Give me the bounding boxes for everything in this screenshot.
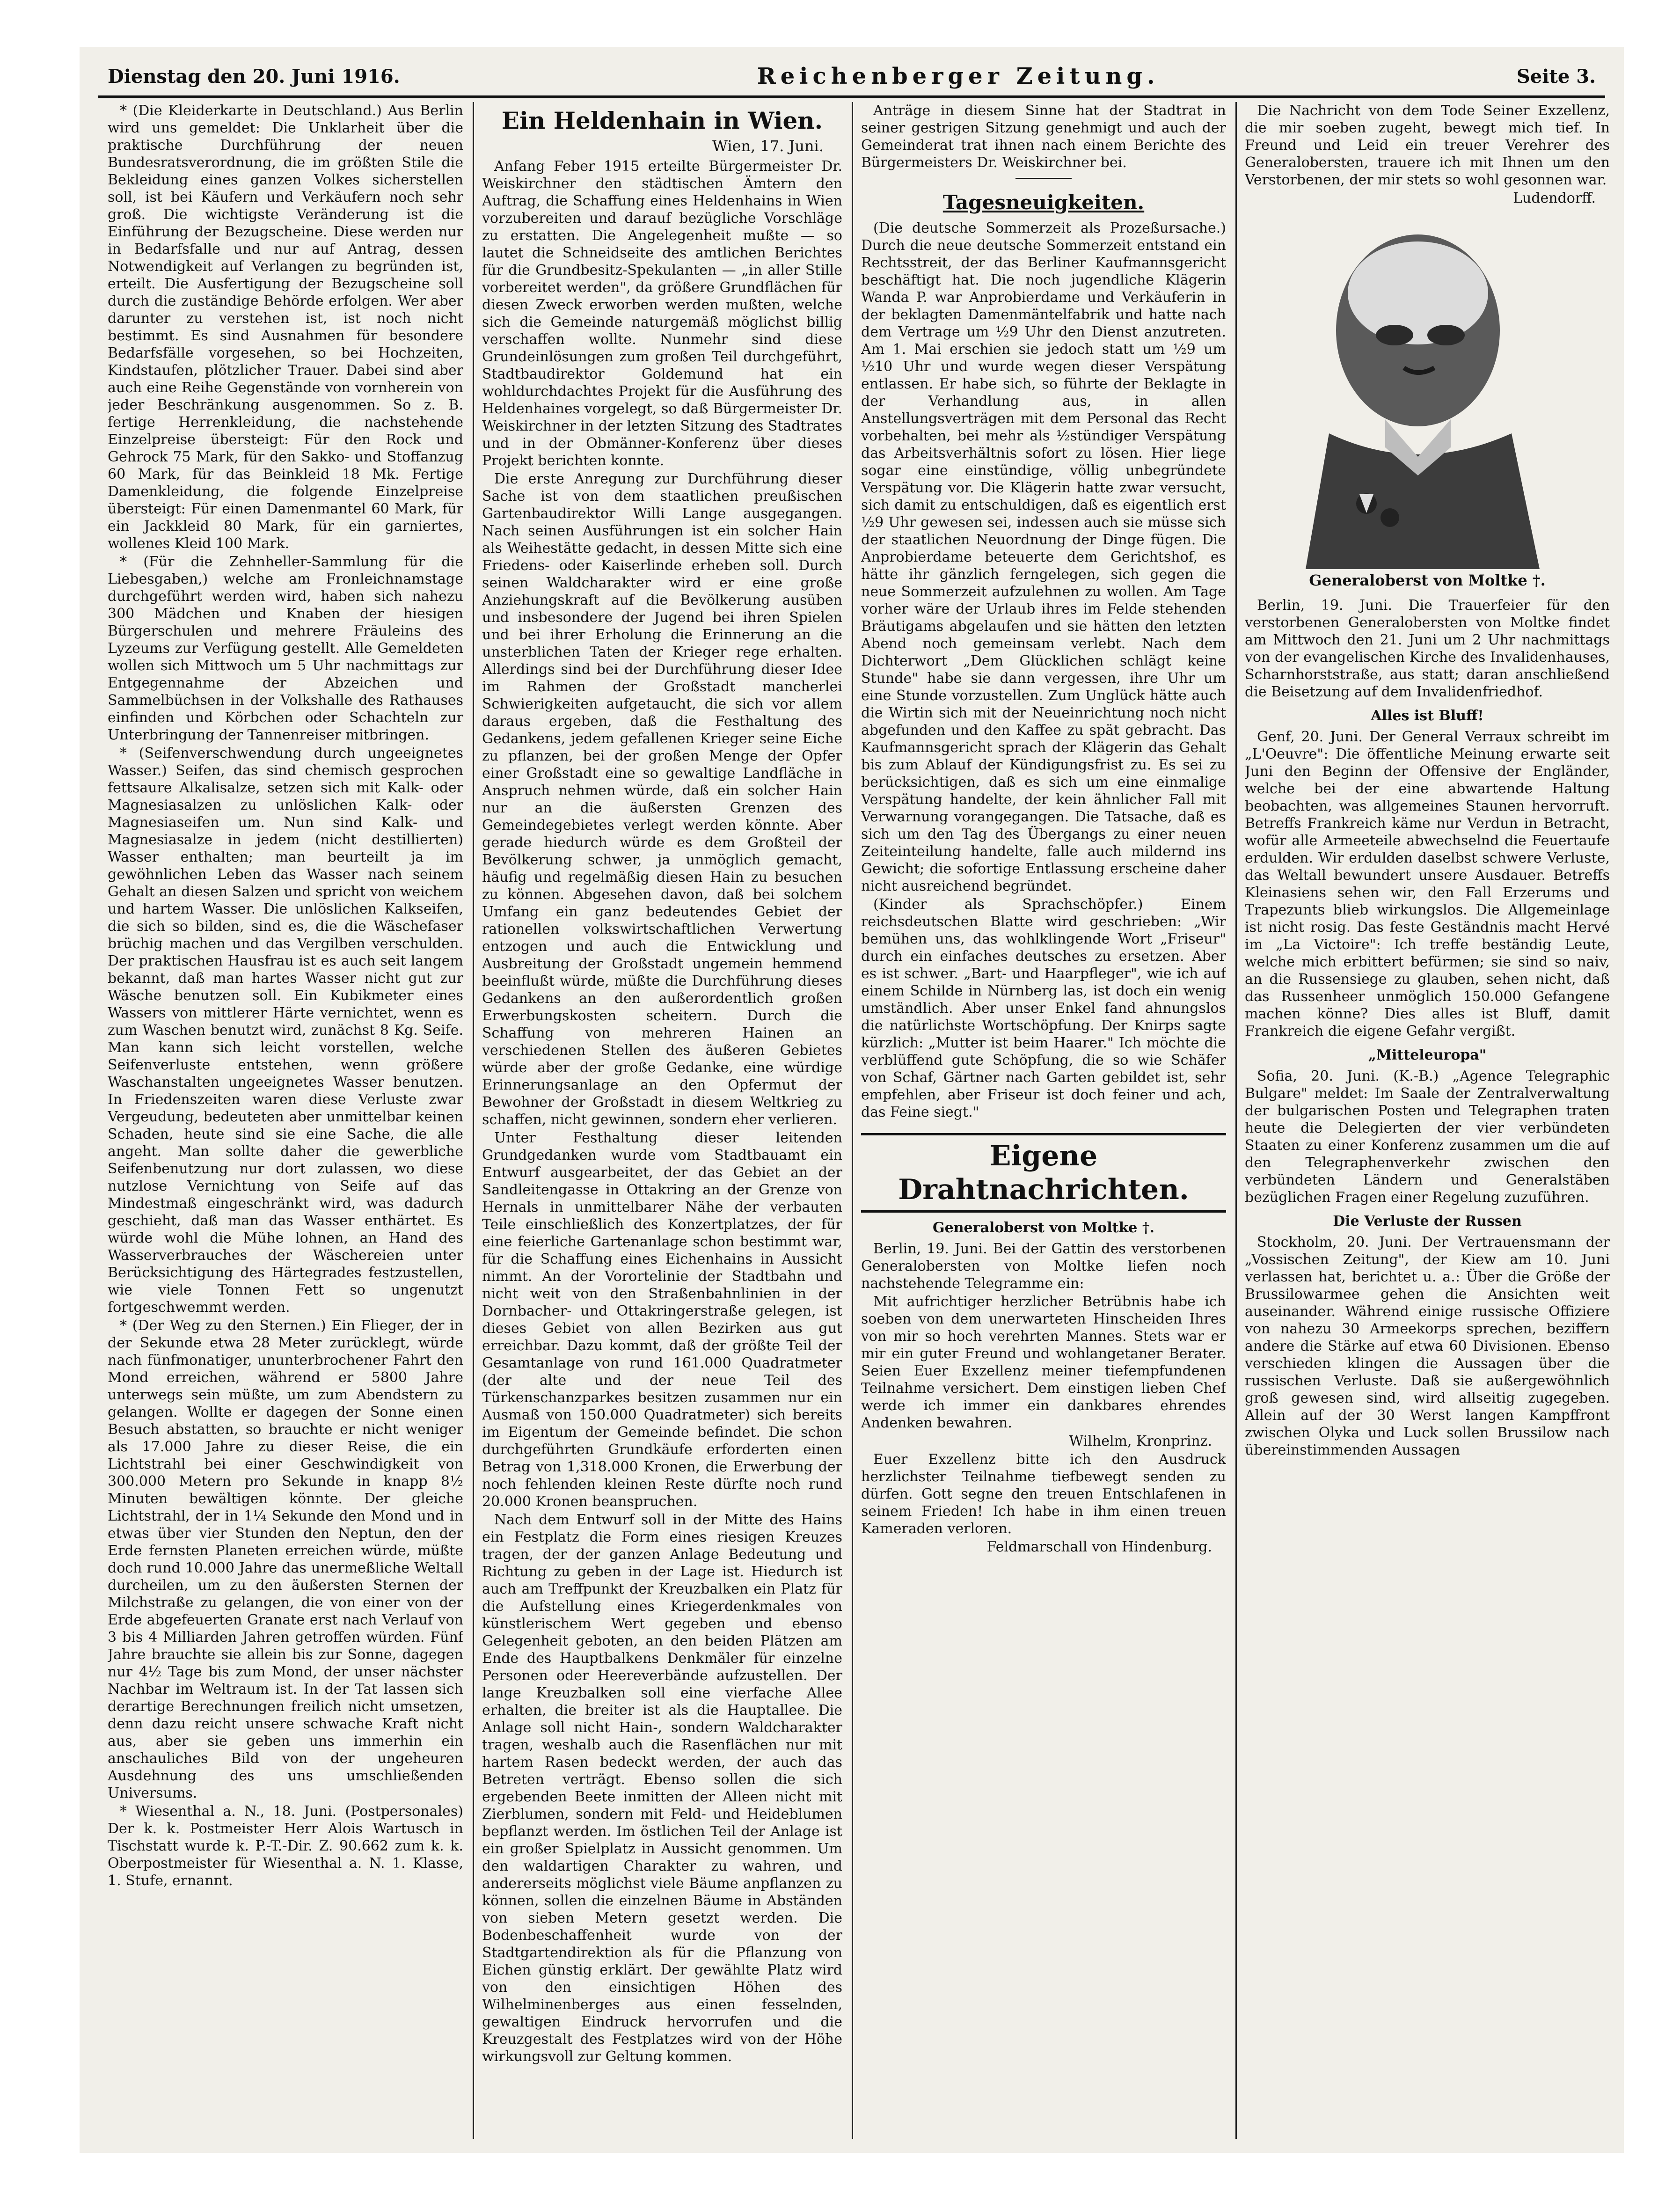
subheading-bluff: Alles ist Bluff! xyxy=(1371,708,1484,724)
news-item-sterne: * (Der Weg zu den Sternen.) Ein Flieger, der in der Sekunde etwa 28 Meter zurücklegt, würde nach fünfmonatiger, ununterbrochener Fahrt den Mond erreichen, während er 5800 Jahre unterwegs sein müßte, um zum Abendstern zu gelangen. Wollte er dagegen der Sonne einen Besuch abstatten, so brauchte er nicht weniger als 17.000 Jahre zu dieser Reise, die ein Lichtstrahl bei einer Geschwindigkeit von 300.000 Metern pro Sekunde in knapp 8½ Minuten bewältigen könnte. Der gleiche Lichtstrahl, der in 1¼ Sekunde den Mond und in etwas über vier Stunden den Neptun, den der Erde fernsten Planeten erreichen würde, müßte doch rund 10.000 Jahre das unermeßliche Weltall durcheilen, um zu den äußersten Sternen der Milchstraße zu gelangen, die von einer von der Erde abgefeuerten Granate erst nach Verlauf von 3 bis 4 Milliarden Jahren getroffen würden. Fünf Jahre brauchte sie allein bis zur Sonne, dagegen nur 4½ Tage bis zum Mond, der unser nächster Nachbar im Weltraum ist. In der Tat lassen sich derartige Berechnungen freilich nicht umsetzen, denn dazu reicht unsere schwache Kraft nicht aus, aber sie geben uns immerhin ein anschauliches Bild von der ungeheuren Ausdehnung des uns umschließenden Universums. xyxy=(108,1317,463,1801)
column-2 xyxy=(482,102,842,2143)
news-item-sofia: Sofia, 20. Juni. (K.-B.) „Agence Telegraphic Bulgare" meldet: Im Saale der Zentralverwaltung der bulgarischen Posten und Telegraphen traten heute die Delegierten der vier verbündeten Staaten zu einer Konferenz zusammen um die auf den Telegraphenverkehr zwischen den verbündeten Ländern und Generalstäben bezüglichen Fragen einer Regelung zuzuführen. xyxy=(1245,1068,1610,1206)
article-paragraph: Anfang Feber 1915 erteilte Bürgermeister Dr. Weiskirchner den städtischen Ämtern den Auftrag, die Schaffung eines Heldenhains in Wien vorzubereiten und darauf bezügliche Vorschläge zu erstatten. Die Angelegenheit mußte — so lautet die Schneidseite des amtlichen Berichtes für die Grundbesitz-Spekulanten — „in aller Stille vorbereitet werden", da größere Grundflächen für diesen Zweck erworben werden mußten, welche sich die Gemeinde naturgemäß möglichst billig verschaffen wollte. Nunmehr sind diese Grundeinlösungen zum großen Teil durchgeführt, Stadtbaudirektor Goldemund hat ein wohldurchdachtes Projekt für die Ausführung des Heldenhaines vorgelegt, so daß Bürgermeister Dr. Weiskirchner in der letzten Sitzung des Stadtrates und in der Obmänner-Konferenz über dieses Projekt berichten konnte. xyxy=(482,158,842,469)
signature-ludendorff: Ludendorff. xyxy=(1513,190,1596,206)
news-item-trauerfeier: Berlin, 19. Juni. Die Trauerfeier für den verstorbenen Generalobersten von Moltke findet am Mittwoch den 21. Juni um 2 Uhr nachmittags von der evangelischen Kirche des Invalidenhauses, Scharnhorststraße, aus statt; daran anschließend die Beisetzung auf dem Invalidenfriedhof. xyxy=(1245,597,1610,700)
article-paragraph: Anträge in diesem Sinne hat der Stadtrat in seiner gestrigen Sitzung genehmigt und auch der Gemeinderat trat ihnen nach einem Berichte des Bürgermeisters Dr. Weiskirchner bei. xyxy=(861,102,1226,171)
telegram-paragraph: Berlin, 19. Juni. Bei der Gattin des verstorbenen Generalobersten von Moltke liefen noch nachstehende Telegramme ein: xyxy=(861,1241,1226,1292)
news-item-zehnheller: * (Für die Zehnheller-Sammlung für die Liebesgaben,) welche am Fronleichnamstage durchgeführt werden wird, haben sich nahezu 300 Mädchen und Knaben der hiesigen Bürgerschulen und mehrere Fräuleins des Lyzeums zur Verfügung gestellt. Alle Gemeldeten wollen sich Mittwoch um 5 Uhr nachmittags zur Entgegennahme der Abzeichen und Sammelbüchsen in der Volkshalle des Rathauses einfinden und Körbchen oder Schachteln zur Unterbringung der Tannenreiser mitbringen. xyxy=(108,554,463,743)
page-header xyxy=(108,60,1596,93)
subheading-verluste: Die Verluste der Russen xyxy=(1333,1213,1522,1229)
header-rule xyxy=(98,95,1605,98)
news-item-stockholm: Stockholm, 20. Juni. Der Vertrauensmann der „Vossischen Zeitung", der Kiew am 10. Juni verlassen hat, berichtet u. a.: Über die Größe der Brussilowarmee gehen die Ansichten weit auseinander. Während einige russische Offiziere von nahezu 30 Armeekorps sprechen, beziffern andere die Stärke auf etwa 60 Divisionen. Ebenso verschieden klingen die Aussagen über die russischen Verluste. Daß sie außergewöhnlich groß gewesen sind, wird allseitig zugegeben. Allein auf der 30 Werst langen Kampffront zwischen Olyka und Luck sollen Brussilow nach übereinstimmenden Aussagen xyxy=(1245,1234,1610,1458)
article-paragraph: Die erste Anregung zur Durchführung dieser Sache ist von dem staatlichen preußischen Gartenbaudirektor Willi Lange ausgegangen. Nach seinen Ausführungen ist ein solcher Hain als Weihestätte gedacht, in dessen Mitte sich eine Friedens- oder Kaiserlinde erheben soll. Durch seinen Waldcharakter wird er eine große Anziehungskraft auf die Bevölkerung ausüben und insbesondere der Jugend bei ihren Spielen und bei ihrer Erholung die Erinnerung an die unsterblichen Taten der Krieger rege erhalten. Allerdings sind bei der Durchführung dieser Idee im Rahmen der Großstadt mancherlei Schwierigkeiten aufgetaucht, die sich vor allem daraus ergeben, daß die Festhaltung des Gedankens, jedem gefallenen Krieger seine Eiche zu pflanzen, bei der großen Menge der Opfer einer Großstadt eine so gewaltige Landfläche in Anspruch nehmen würde, daß ein solcher Hain nur an die äußersten Grenzen des Gemeindegebietes verlegt werden könnte. Aber gerade hiedurch würde es dem Großteil der Bevölkerung schwer, ja unmöglich gemacht, häufig und regelmäßig diesen Hain zu besuchen zu können. Abgesehen davon, daß bei solchem Umfang ein ganz bedeutendes Gebiet der rationellen volkswirtschaftlichen Verwertung entzogen und auch die Entwicklung und Ausbreitung der Großstadt ungemein hemmend beeinflußt würde, müßte die Durchführung dieses Gedankens an den außerordentlich großen Erwerbungskosten scheitern. Durch die Schaffung von mehreren Hainen an verschiedenen Stellen des äußeren Gebietes würde aber der große Gedanke, eine würdige Erinnerungsanlage an den Opfermut der Bewohner der Großstadt in diesem Weltkrieg zu schaffen, nicht gewinnen, sondern eher verlieren. xyxy=(482,471,842,1128)
divider xyxy=(1015,178,1072,179)
newspaper-page xyxy=(80,47,1624,2153)
news-item-sommerzeit: (Die deutsche Sommerzeit als Prozeßursache.) Durch die neue deutsche Sommerzeit entstand ein Rechtsstreit, der das Berliner Kaufmannsgericht beschäftigt hat. Die noch jugendliche Klägerin Wanda P. war Anprobierdame und Verkäuferin in der beklagten Damenmäntelfabrik und hatte nach dem Vertrage um ½9 Uhr den Dienst anzutreten. Am 1. Mai erschien sie jedoch statt um ½9 um ½10 Uhr und wurde wegen dieser Verspätung entlassen. Er habe sich, so führte der Beklagte in der Verhandlung aus, in allen Anstellungsverträgen mit dem Personal das Recht vorbehalten, bei mehr als ½stündiger Verspätung das Arbeitsverhältnis sofort zu lösen. Hier liege sogar eine einstündige, völlig unbegründete Verspätung vor. Die Klägerin hatte zwar versucht, sich damit zu entschuldigen, daß es eigentlich erst ½9 Uhr gewesen sei, indessen auch sie müsse sich der staatlichen Neuordnung der Dinge fügen. Die Anprobierdame beteuerte dem Gerichtshof, es hätte ihr gänzlich ferngelegen, sich gegen die neue Sommerzeit aufzulehnen zu wollen. Am Tage vorher wäre der Urlaub ihres im Felde stehenden Bräutigams abgelaufen und sie hätten den letzten Abend noch gemeinsam verlebt. Nach dem Dichterwort „Dem Glücklichen schlägt keine Stunde" habe sie dann vergessen, ihre Uhr um eine Stunde vorzustellen. Zum Unglück hätte auch die Wirtin sich mit der Neueinrichtung noch nicht abgefunden und den Kaffee zu spät gebracht. Das Kaufmannsgericht sprach der Klägerin das Gehalt bis zum Ablauf der Kündigungsfrist zu. Es sei zu berücksichtigen, daß es sich um eine einmalige Verspätung handelte, der kein ähnlicher Fall mit Verwarnung vorangegangen. Die Tatsache, daß es sich um den Tag des Übergangs zu einer neuen Zeiteinteilung handelte, falle auch mildernd ins Gewicht; die sofortige Entlassung erscheine daher nicht ausreichend begründet. xyxy=(861,220,1226,894)
portrait-moltke-image xyxy=(1278,213,1577,569)
news-item-genf: Genf, 20. Juni. Der General Verraux schreibt im „L'Oeuvre": Die öffentliche Meinung erwarte seit Juni den Beginn der Offensive der Engländer, welche bei der eine abwartende Haltung beobachten, was allgemeines Staunen hervorruft. Betreffs Frankreich käme nur Verdun in Betracht, wofür alle Armeeteile abwechselnd die Feuertaufe erdulden. Wir erdulden daselbst schwere Verluste, das Weltall bewundert unsere Ausdauer. Betreffs Kleinasiens sehen wir, den Fall Erzerums und Trapezunts blieb wirkungslos. Die Allgemeinlage ist nicht rosig. Das feste Geständnis macht Hervé im „La Victoire": Ich treffe beständig Leute, welche mich erbittert befürmen; sie sind so naiv, an die Russensiege zu glauben, sehen nicht, daß das Russenheer unmöglich 150.000 Gefangene machen könne? Dies alles ist Bluff, damit Frankreich die eigene Gefahr vergißt. xyxy=(1245,729,1610,1039)
article-dateline: Wien, 17. Juni. xyxy=(712,137,824,155)
column-rule xyxy=(1235,102,1237,2139)
news-item-wiesenthal: * Wiesenthal a. N., 18. Juni. (Postpersonales) Der k. k. Postmeister Herr Alois Wartusch in Tischstatt wurde k. P.-T.-Dir. Z. 90.662 zum k. k. Oberpostmeister für Wiesenthal a. N. 1. Klasse, 1. Stufe, ernannt. xyxy=(108,1803,463,1889)
section-title-drahtnachrichten: Eigene Drahtnachrichten. xyxy=(861,1133,1226,1213)
news-item-kleiderkarte: * (Die Kleiderkarte in Deutschland.) Aus Berlin wird uns gemeldet: Die Unklarheit über die praktische Durchführung der neuen Bundesratsverordnung, die im größten Stile die Bekleidung eines ganzen Volkes sicherstellen soll, ist bei Käufern und Verkäufern noch sehr groß. Die wichtigste Veränderung ist die Einführung der Bezugscheine. Diese werden nur in Bedarfsfalle und nur auf Antrag, dessen Notwendigkeit auf Verlangen zu begründen ist, erteilt. Die Ausfertigung der Bezugscheine soll durch die zuständige Behörde erfolgen. Wer aber darunter zu verstehen ist, ist noch nicht bestimmt. Es sind Ausnahmen für besondere Bedarfsfälle vorgesehen, so bei Hochzeiten, Kindstaufen, plötzlicher Trauer. Dabei sind aber auch eine Reihe Gegenstände von vornherein von jeder Beschränkung ausgenommen. So z. B. fertige Herrenkleidung, die nachstehende Einzelpreise übersteigt: Für den Rock und Gehrock 75 Mark, für den Sakko- und Stoffanzug 60 Mark, für das Beinkleid 18 Mk. Fertige Damenkleidung, die folgende Einzelpreise übersteigt: Für einen Damenmantel 60 Mark, für ein Jackkleid 80 Mark, für ein garniertes, wollenes Kleid 100 Mark. xyxy=(108,102,463,552)
subheading-moltke: Generaloberst von Moltke †. xyxy=(933,1220,1154,1236)
column-1 xyxy=(108,102,463,2143)
header-date: Dienstag den 20. Juni 1916. xyxy=(108,65,400,88)
signature-kronprinz: Wilhelm, Kronprinz. xyxy=(1069,1433,1212,1449)
news-item-sprachschoepfer: (Kinder als Sprachschöpfer.) Einem reichsdeutschen Blatte wird geschrieben: „Wir bemühen uns, das wohlklingende Wort „Friseur" durch ein einfaches deutsches zu ersetzen. Aber es ist schwer. „Bart- und Haarpfleger", wie ich auf einem Schilde in Nürnberg las, ist doch ein wenig umständlich. Aber unser Enkel fand ahnungslos die natürlichste Wortschöpfung. Der Knirps sagte kürzlich: „Mutter ist beim Haarer." Ich möchte die verblüffend gute Schöpfung, die so wie Schäfer von Schaf, Gärtner nach Garten gebildet ist, sehr empfehlen, aber Friseur ist doch feiner und ach, das Feine siegt." xyxy=(861,896,1226,1120)
telegram-paragraph: Euer Exzellenz bitte ich den Ausdruck herzlichster Teilnahme tiefbewegt senden zu dürfen. Gott segne den treuen Entschlafenen in seinem Frieden! Ich habe in ihm einen treuen Kameraden verloren. xyxy=(861,1451,1226,1537)
section-title-tagesneuigkeiten: Tagesneuigkeiten. xyxy=(942,191,1145,214)
subheading-mitteleuropa: „Mitteleuropa" xyxy=(1368,1047,1487,1063)
column-4 xyxy=(1245,102,1610,2143)
article-paragraph: Nach dem Entwurf soll in der Mitte des Hains ein Festplatz die Form eines riesigen Kreuzes tragen, der der ganzen Anlage Bedeutung und Richtung zu geben in der Lage ist. Hiedurch ist auch am Treffpunkt der Kreuzbalken ein Platz für die Aufstellung eines Kriegerdenkmales von künstlerischem Wert gegeben und ebenso Gelegenheit geboten, an den beiden Plätzen am Ende des Hauptbalkens Denkmäler für einzelne Personen oder Heereverbände aufzustellen. Der lange Kreuzbalken soll eine vierfache Allee erhalten, die breiter ist als die Hauptallee. Die Anlage soll nicht Hain-, sondern Waldcharakter tragen, weshalb auch die Rasenflächen nur mit hartem Rasen bedeckt werden, der auch das Betreten verträgt. Ebenso sollen die sich ergebenden Beete inmitten der Alleen nicht mit Zierblumen, sondern mit Feld- und Heideblumen bepflanzt werden. Im östlichen Teil der Anlage ist ein großer Spielplatz in Aussicht genommen. Um den waldartigen Charakter zu wahren, und andererseits möglichst viele Bäume anpflanzen zu können, sollen die einzelnen Bäume in Abständen von sieben Metern gesetzt werden. Die Bodenbeschaffenheit wurde von der Stadtgartendirektion als für die Pflanzung von Eichen günstig erklärt. Der gewählte Platz wird von den einsichtigen Höhen des Wilhelminenberges aus einen fesselnden, gewaltigen Eindruck hervorrufen und die Kreuzgestalt des Festplatzes wird von der Höhe wirkungsvoll zur Geltung kommen. xyxy=(482,1512,842,2065)
portrait-caption: Generaloberst von Moltke †. xyxy=(1309,571,1546,589)
masthead: Reichenberger Zeitung. xyxy=(757,63,1160,89)
column-rule xyxy=(852,102,853,2139)
column-3 xyxy=(861,102,1226,2143)
page-number: Seite 3. xyxy=(1516,65,1596,88)
signature-hindenburg: Feldmarschall von Hindenburg. xyxy=(986,1539,1212,1555)
telegram-paragraph: Die Nachricht von dem Tode Seiner Exzellenz, die mir soeben zugeht, bewegt mich tief. In Freund und Leid ein treuer Verehrer des Generalobersten, trauere ich mit Ihnen um den Verstorbenen, der mir stets so wohl gesonnen war. xyxy=(1245,102,1610,188)
news-item-seifen: * (Seifenverschwendung durch ungeeignetes Wasser.) Seifen, das sind chemisch gesprochen fettsaure Alkalisalze, setzen sich mit Kalk- oder Magnesiasalzen zu unlöslichen Kalk- oder Magnesiaseifen um. Nun sind Kalk- und Magnesiasalze in jedem (nicht destillierten) Wasser enthalten; man beurteilt ja im gewöhnlichen Leben das Wasser nach seinem Gehalt an diesen Salzen und spricht von weichem und hartem Wasser. Die unlöslichen Kalkseifen, die sich so bilden, sind es, die die Wäschefaser brüchig machen und das Vergilben verschulden. Der praktischen Hausfrau ist es auch seit langem bekannt, daß man hartes Wasser nicht gut zur Wäsche benutzen soll. Ein Kubikmeter eines Wassers von mittlerer Härte vernichtet, wenn es zum Waschen benutzt wird, zunächst 8 Kg. Seife. Man kann sich leicht vorstellen, welche Seifenverluste entstehen, wenn größere Waschanstalten ungeeignetes Wasser benutzen. In Friedenszeiten waren diese Verluste zwar Vergeudung, bedeuteten aber unmittelbar keinen Schaden, heute sind sie eine Sache, die alle angeht. Man sollte daher die gewerbliche Seifenbenutzung nur dort zulassen, wo diese nutzlose Vernichtung von Seife auf das Mindestmaß eingeschränkt wird, was dadurch geschieht, daß man das Wasser enthärtet. Es würde wohl die Mühe lohnen, an Hand des Wasserverbrauches der Wäschereien unter Berücksichtigung des Härtegrades festzustellen, wie viele Tonnen Fett so ungenutzt fortgeschwemmt werden. xyxy=(108,745,463,1316)
telegram-paragraph: Mit aufrichtiger herzlicher Betrübnis habe ich soeben von dem unerwarteten Hinscheiden Ihres von mir so hoch verehrten Mannes. Stets war er mir ein guter Freund und wohlangetaner Berater. Seien Euer Exzellenz meiner tiefempfundenen Teilnahme versichert. Dem einstigen lieben Chef werde ich immer ein dankbares ehrendes Andenken bewahren. xyxy=(861,1294,1226,1431)
column-rule xyxy=(473,102,474,2139)
article-title-heldenhain: Ein Heldenhain in Wien. xyxy=(501,107,823,134)
article-paragraph: Unter Festhaltung dieser leitenden Grundgedanken wurde vom Stadtbauamt ein Entwurf ausgearbeitet, der das Gebiet an der Sandleitengasse in Ottakring an der Grenze von Hernals in unmittelbarer Nähe der verbauten Teile einschließlich des Konzertplatzes, der für eine feierliche Gartenanlage schon bestimmt war, für die Schaffung eines Eichenhains in Aussicht nimmt. An der Vorortelinie der Stadtbahn und nicht weit von den Straßenbahnlinien in der Dornbacher- und Ottakringerstraße gelegen, ist dieses Gebiet von allen Bezirken aus gut erreichbar. Dazu kommt, daß der größte Teil der Gesamtanlage von rund 161.000 Quadratmeter (der alte und der neue Teil des Türkenschanzparkes besitzen zusammen nur ein Ausmaß von 150.000 Quadratmeter) sich bereits im Eigentum der Gemeinde befindet. Die schon durchgeführten Grundkäufe erforderten einen Betrag von 1,318.000 Kronen, die Erwerbung der noch fehlenden kleinen Reste dürfte noch rund 20.000 Kronen beanspruchen. xyxy=(482,1130,842,1510)
